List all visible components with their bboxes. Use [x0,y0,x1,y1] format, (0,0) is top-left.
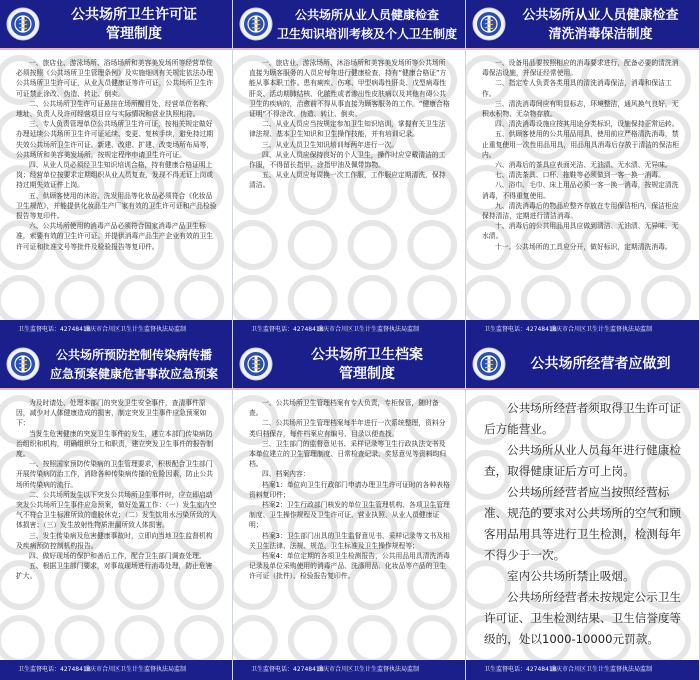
panel-header [233,0,465,50]
paragraph: 二、指定专人负责各类用具的清洗消毒保洁，消毒和保洁工作。 [482,79,672,98]
paragraph: 三、发生传染病及危害健康事故时，立即向当地卫生监督机构及疾病预防控制机构报告。 [16,531,213,550]
panel-footer [233,660,465,680]
footer-phone: 卫生监督电话：42748418 [18,326,91,333]
title-line-1: 公共场所卫生许可证 [71,7,197,23]
paragraph: 三、专人负责管理单位公共场所卫生许可证，按相关规定做好办理延续公共场所卫生许可证延续、变更、复核手续，避免持过期失效公共场所卫生许可证。新建、改建、扩建、改变场所布局等，公共场所和美容美发场所，按规定程序申请卫生许可证。 [16,120,214,159]
footer-phone: 卫生监督电话：42748418 [251,326,324,333]
paragraph: 二、公共场所发生以下突发公共场所卫生事件时，应立即启动突发公共场所卫生事件应急预案，做好处置工作：（一）发生室内空气不符合卫生标准所致的虚脱休克；（二）发生饮用水污染所致的人体损害；（三）发生放射性物质泄漏所致人体损害。 [16,490,217,530]
panel-archive-management [233,340,466,680]
paragraph: 四、从业人员应保持良好的个人卫生，操作时应穿戴清洁的工作服，不得留长指甲、涂指甲油及佩带饰物。 [249,150,446,170]
title-line-1: 公共场所卫生档案 [311,347,423,363]
paragraph: 三、卫生部门的监督意见书、采样记录等卫生行政执法文书及本单位建立的卫生管理制度、日常检查记录、奖惩意见等资料均归档。 [249,439,447,469]
paragraph: 三、清洗消毒间应有明显标志，环境整洁，通风换气良好，无积水积物、无杂物存放。 [482,99,679,119]
panel-header [466,0,699,50]
paragraph: 一、旅店业、游泳场所、沐浴场所和美容美发场所等公共场所直接为顾客服务的人员应每年进行健康检查，持有“健康合格证”方能从事本职工作。患有痢疾、伤寒、甲型病毒性肝炎、戊型病毒性肝炎、活动期肺结核、化脓性或者渗出性皮肤病以及其他有碍公共卫生的疾病的，治愈前不得从事直接为顾客服务的工作。“健康合格证明”不得涂改、伪造、转让、倒卖。 [249,59,450,119]
panel-title [506,355,695,374]
panel-body [249,58,451,314]
paragraph: 四、档案内容： [262,470,310,479]
panel-permit-management [0,0,233,340]
panel-cleaning-disinfection [466,0,700,340]
panel-header [0,0,232,50]
paragraph: 四、从业人员必须经卫生知识培训合格，持有健康合格证明上岗；经营单位按要求定期组织从业人员复查，发现不得无证上岗或持过期失效证件上岗。 [16,161,214,190]
footer-issuer: 重庆市合川区卫生计生监督执法局监制 [317,666,420,673]
health-emblem-icon [472,7,506,41]
paragraph: 室内公共场所禁止吸烟。 [507,569,635,583]
paragraph: 五、根据卫生部门要求，对事故现场进行消毒处理，防止危害扩大。 [16,562,213,581]
title-line-2: 应急预案健康危害事故应急预案 [49,367,218,381]
health-emblem-icon [472,347,506,381]
panel-footer [233,320,465,340]
panel-footer [466,660,699,680]
paragraph: 四、做好现场的保护和善后工作，配合卫生部门调查处理。 [29,552,206,561]
paragraph: 七、清洗茶具、口杯、拖鞋等必须做到一客一换一消毒。 [495,171,665,180]
paragraph: 档案2：卫生行政部门核发的单位卫生管理机构、各项卫生管理制度、卫生操作规程及卫生许可证、营业执照、从业人员健康证明； [249,501,450,530]
paragraph: 十、消毒后的公共用品用具应做到清洁、无油渍、无异味、无水渍。 [482,222,679,241]
title-line-2: 卫生知识培训考核及个人卫生制度 [276,27,457,41]
paragraph: 六、公共场所使用的消毒产品必须符合国家消毒产品卫生标准，索要有效的卫生许可证。并提供消毒产品生产企业有效的卫生许可证和批准文号等批件及检验报告等复印件。 [16,222,214,251]
title-line-1: 公共场所预防控制传染病传播 [55,348,212,362]
paragraph: 公共场所经营者应当按照经营标准、规范的要求对公共场所的空气和顾客用品用具等进行卫生检测，检测每年不得少于一次。 [484,485,682,562]
panel-title [40,346,228,384]
footer-issuer: 重庆市合川区卫生计生监督执法局监制 [317,326,420,333]
paragraph: 一、按照国家预防传染病的卫生管理要求，积极配合卫生部门开展传染病防治工作，消除各种传染病传播的危险因素，防止公共场所传染病的流行。 [16,460,214,489]
panel-body [484,398,685,654]
panel-title [273,346,461,384]
paragraph: 五、从业人员应每周换一次工作服，工作服应定期清洗，保持清洁。 [249,171,446,190]
footer-issuer: 重庆市合川区卫生计生监督执法局监制 [84,326,187,333]
title-line-1: 公共场所从业人员健康检查 [294,8,439,22]
paragraph: 三、从业人员卫生知识培训每两年进行一次。 [262,140,398,149]
footer-phone: 卫生监督电话：42748418 [251,666,324,673]
title-line-2: 管理制度 [339,366,395,382]
health-emblem-icon [6,347,40,381]
paragraph: 当发生危害健康的突发卫生事件的发生，建立本部门传染病防治组织和机构，明确组织分工和职责，建立突发卫生事件的报告制度。 [16,429,214,459]
title-line-2: 管理制度 [106,26,162,42]
paragraph: 五、供顾客使用的公共用品用具，使用前应严格清洗消毒，禁止重复使用一次性用品用具，用品用具消毒后存放于清洁的保洁柜内。 [482,130,680,159]
paragraph: 公共场所从业人员每年进行健康检查，取得健康证后方可上岗。 [484,443,681,478]
panel-body [16,398,218,654]
paragraph: 档案1：单位向卫生行政部门申请办理卫生许可证时的各种表格资料复印件； [249,480,450,499]
panel-emergency-plan [0,340,233,680]
paragraph: 一、公共场所卫生管理档案有专人负责，专柜保管，随时备查。 [249,399,439,418]
footer-issuer: 重庆市合川区卫生计生监督执法局监制 [84,666,187,673]
panel-header [0,340,232,390]
paragraph: 档案3：卫生部门出具的卫生监督意见书、采样记录等文书及相关卫生法律、法规、规范、卫生标准及卫生操作规程等； [249,531,450,550]
health-emblem-icon [239,347,273,381]
panel-footer [466,320,699,340]
panel-title [506,6,695,44]
paragraph: 一、旅店业、游泳场所、浴场场所和美容美发场所等经营单位必须按照《公共场所卫生管理条例》及实施细则有关规定依法办理公共场所卫生许可证，从业人员健康证等许可证，公共场所卫生许可证禁止涂改、伪造、转让、倒卖。 [16,59,214,98]
panel-health-check-training [233,0,466,340]
paragraph: 八、浴巾、毛巾、床上用品必须一客一换一消毒，按规定清洗消毒，不得重复使用。 [482,181,679,200]
paragraph: 公共场所经营者未按规定公示卫生许可证、卫生检测结果、卫生信誉度等级的，处以1000-10000元罚款。 [484,590,682,646]
panel-operator-duties [466,340,700,680]
footer-phone: 卫生监督电话：42748418 [484,666,557,673]
panel-header [233,340,465,390]
paragraph: 六、消毒后的茶具应表面光洁、无油渍、无水渍、无异味。 [495,161,672,170]
health-emblem-icon [239,7,273,41]
paragraph: 九、清洗消毒后的物品应整齐存放在专用保洁柜内，保洁柜应保持清洁，定期进行清洁消毒。 [482,201,679,221]
paragraph: 二、公共场所卫生许可证悬挂在场所醒目处，经营单位名称、地址、负责人及许可经营项目应与实际情况和营业执照相符。 [16,99,213,119]
paragraph: 一、设备用品要按照相应的消毒要求进行，配备必要的清洗消毒保洁设施，并保证经常使用。 [482,59,679,78]
paragraph: 五、供顾客使用的沐浴、洗发用品等化妆品必须符合《化妆品卫生规范》，并能提供化妆品生产厂家有效的卫生许可证和产品检验报告等复印件。 [16,191,217,221]
panel-footer [0,320,232,340]
title-line-1: 公共场所从业人员健康检查 [522,8,679,23]
panel-body [249,398,451,654]
health-emblem-icon [6,7,40,41]
panel-title [40,6,228,44]
footer-phone: 卫生监督电话：42748418 [484,326,557,333]
paragraph: 公共场所经营者须取得卫生许可证后方能营业。 [484,401,681,436]
panel-title [273,6,461,44]
paragraph: 二、公共场所卫生管理档案每半年进行一次系统整理，资料分类归档保存，每件档案应有编号、目录以便查找。 [249,419,446,438]
title-line-2: 清洗消毒保洁制度 [548,27,653,42]
paragraph: 四、清洗消毒设施应按其用途分类标识，设施保持正常运转。 [495,120,679,129]
paragraph: 为及时请处、处理本部门的突发卫生安全事件，查清事件原因，减少对人体健康造成的损害，制定突发卫生事件应急预案如下： [16,399,207,428]
footer-phone: 卫生监督电话：42748418 [18,666,91,673]
panel-footer [0,660,232,680]
footer-issuer: 重庆市合川区卫生计生监督执法局监制 [550,326,653,333]
title-line-1: 公共场所经营者应做到 [530,356,671,372]
paragraph: 档案4：单位定期的各项卫生检测报告，公共用品用具清洗消毒记录及单位采购使用的消毒产品、洗涤用品、化妆品等产品的卫生许可证（批件）、检验报告复印件。 [249,552,450,581]
paragraph: 十一、公共场所的工具应分开，做好标识，定期清洗消毒。 [495,242,672,251]
panel-body [16,58,218,314]
panel-body [482,58,685,314]
panel-header [466,340,699,390]
paragraph: 二、从业人员应当按规定参加卫生知识培训，掌握有关卫生法律法规、基本卫生知识和卫生操作技能，并有培训记录。 [249,120,446,139]
footer-issuer: 重庆市合川区卫生计生监督执法局监制 [550,666,653,673]
